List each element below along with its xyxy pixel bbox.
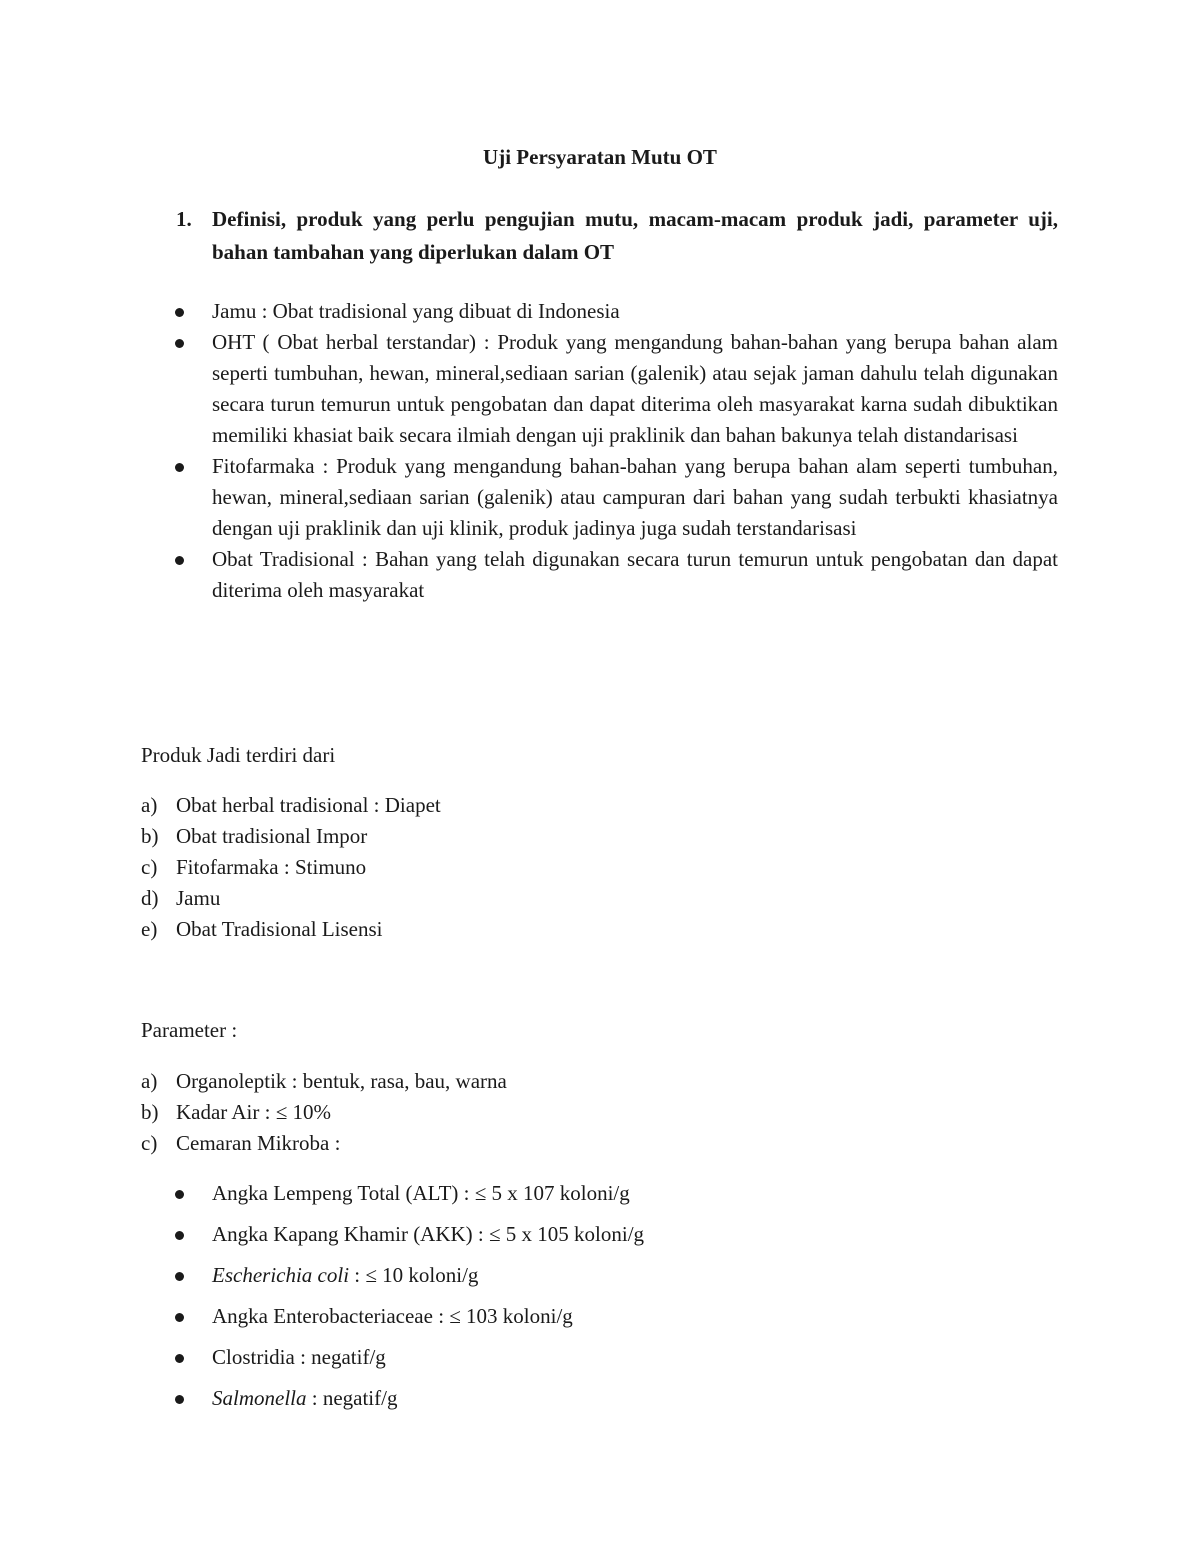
bullet-icon [175, 556, 184, 565]
bullet-icon [175, 463, 184, 472]
list-item [212, 1342, 1058, 1373]
list-item-text: Kadar Air : ≤ 10% [176, 1100, 331, 1124]
list-item [212, 1301, 1058, 1332]
list-item-text: Cemaran Mikroba : [176, 1131, 341, 1155]
list-item [212, 1219, 1058, 1250]
list-item [141, 883, 1041, 914]
definition-text: Jamu : Obat tradisional yang dibuat di Indonesia [212, 299, 620, 323]
list-item-text: Obat tradisional Impor [176, 824, 368, 848]
limit-text: : negatif/g [306, 1386, 398, 1410]
bullet-icon [175, 1190, 184, 1199]
parameter-list [141, 1066, 1041, 1159]
list-item [141, 914, 1041, 945]
limit-text: Angka Lempeng Total (ALT) : ≤ 5 x 107 koloni/g [212, 1181, 630, 1205]
list-item [212, 327, 1058, 451]
list-marker: c) [141, 1131, 158, 1155]
list-marker: a) [141, 793, 158, 817]
list-item-text: Fitofarmaka : Stimuno [176, 855, 367, 879]
definition-text: Obat Tradisional : Bahan yang telah digunakan secara turun temurun untuk pengobatan dan dapat diterima oleh masyarakat [212, 547, 1058, 602]
bullet-icon [175, 1354, 184, 1363]
list-item-text: Jamu [176, 886, 221, 910]
bullet-icon [175, 308, 184, 317]
list-item-text: Obat herbal tradisional : Diapet [176, 793, 441, 817]
list-item [212, 1383, 1058, 1414]
list-item [141, 1066, 1041, 1097]
organism-name: Salmonella [212, 1386, 307, 1410]
list-item [141, 852, 1041, 883]
list-marker: e) [141, 917, 158, 941]
produk-jadi-list [141, 790, 1041, 945]
list-item-text: Obat Tradisional Lisensi [176, 917, 383, 941]
bullet-icon [175, 1272, 184, 1281]
list-marker: a) [141, 1069, 158, 1093]
organism-name: Escherichia coli [212, 1263, 350, 1287]
list-marker: c) [141, 855, 158, 879]
bullet-icon [175, 339, 184, 348]
parameter-label: Parameter : [141, 1018, 238, 1042]
list-item [212, 451, 1058, 544]
list-item [141, 1128, 1041, 1159]
section-heading-text: Definisi, produk yang perlu pengujian mutu, macam-macam produk jadi, parameter uji, bahan tambahan yang diperlukan dalam OT [212, 207, 1058, 264]
list-marker: b) [141, 1100, 159, 1124]
list-marker: b) [141, 824, 159, 848]
section-heading [176, 203, 1058, 269]
limit-text: : ≤ 10 koloni/g [349, 1263, 479, 1287]
limit-text: Clostridia : negatif/g [212, 1345, 386, 1369]
list-item [212, 1260, 1058, 1291]
definition-text: Fitofarmaka : Produk yang mengandung bahan-bahan yang berupa bahan alam seperti tumbuhan, hewan, mineral,sediaan sarian (galenik) atau campuran dari bahan yang sudah terbukti khasiatnya dengan uji praklinik dan uji klinik, produk jadinya juga sudah terstandarisasi [212, 454, 1058, 540]
definition-text: OHT ( Obat herbal terstandar) : Produk yang mengandung bahan-bahan yang berupa bahan alam seperti tumbuhan, hewan, mineral,sediaan sarian (galenik) atau sejak jaman dahulu telah digunakan secara turun temurun untuk pengobatan dan dapat diterima oleh masyarakat karna sudah dibuktikan memiliki khasiat baik secara ilmiah dengan uji praklinik dan bahan bakunya telah distandarisasi [212, 330, 1058, 447]
bullet-icon [175, 1395, 184, 1404]
bullet-icon [175, 1313, 184, 1322]
list-item [212, 544, 1058, 606]
produk-jadi-label: Produk Jadi terdiri dari [141, 743, 336, 767]
definition-list [212, 296, 1058, 606]
limit-text: Angka Enterobacteriaceae : ≤ 103 koloni/g [212, 1304, 573, 1328]
list-item [212, 1178, 1058, 1209]
list-marker: d) [141, 886, 159, 910]
list-item [141, 1097, 1041, 1128]
section-number: 1. [176, 207, 192, 231]
list-item-text: Organoleptik : bentuk, rasa, bau, warna [176, 1069, 507, 1093]
limit-text: Angka Kapang Khamir (AKK) : ≤ 5 x 105 koloni/g [212, 1222, 645, 1246]
list-item [212, 296, 1058, 327]
document-title: Uji Persyaratan Mutu OT [483, 145, 717, 169]
bullet-icon [175, 1231, 184, 1240]
list-item [141, 790, 1041, 821]
list-item [141, 821, 1041, 852]
cemaran-list [212, 1178, 1058, 1424]
